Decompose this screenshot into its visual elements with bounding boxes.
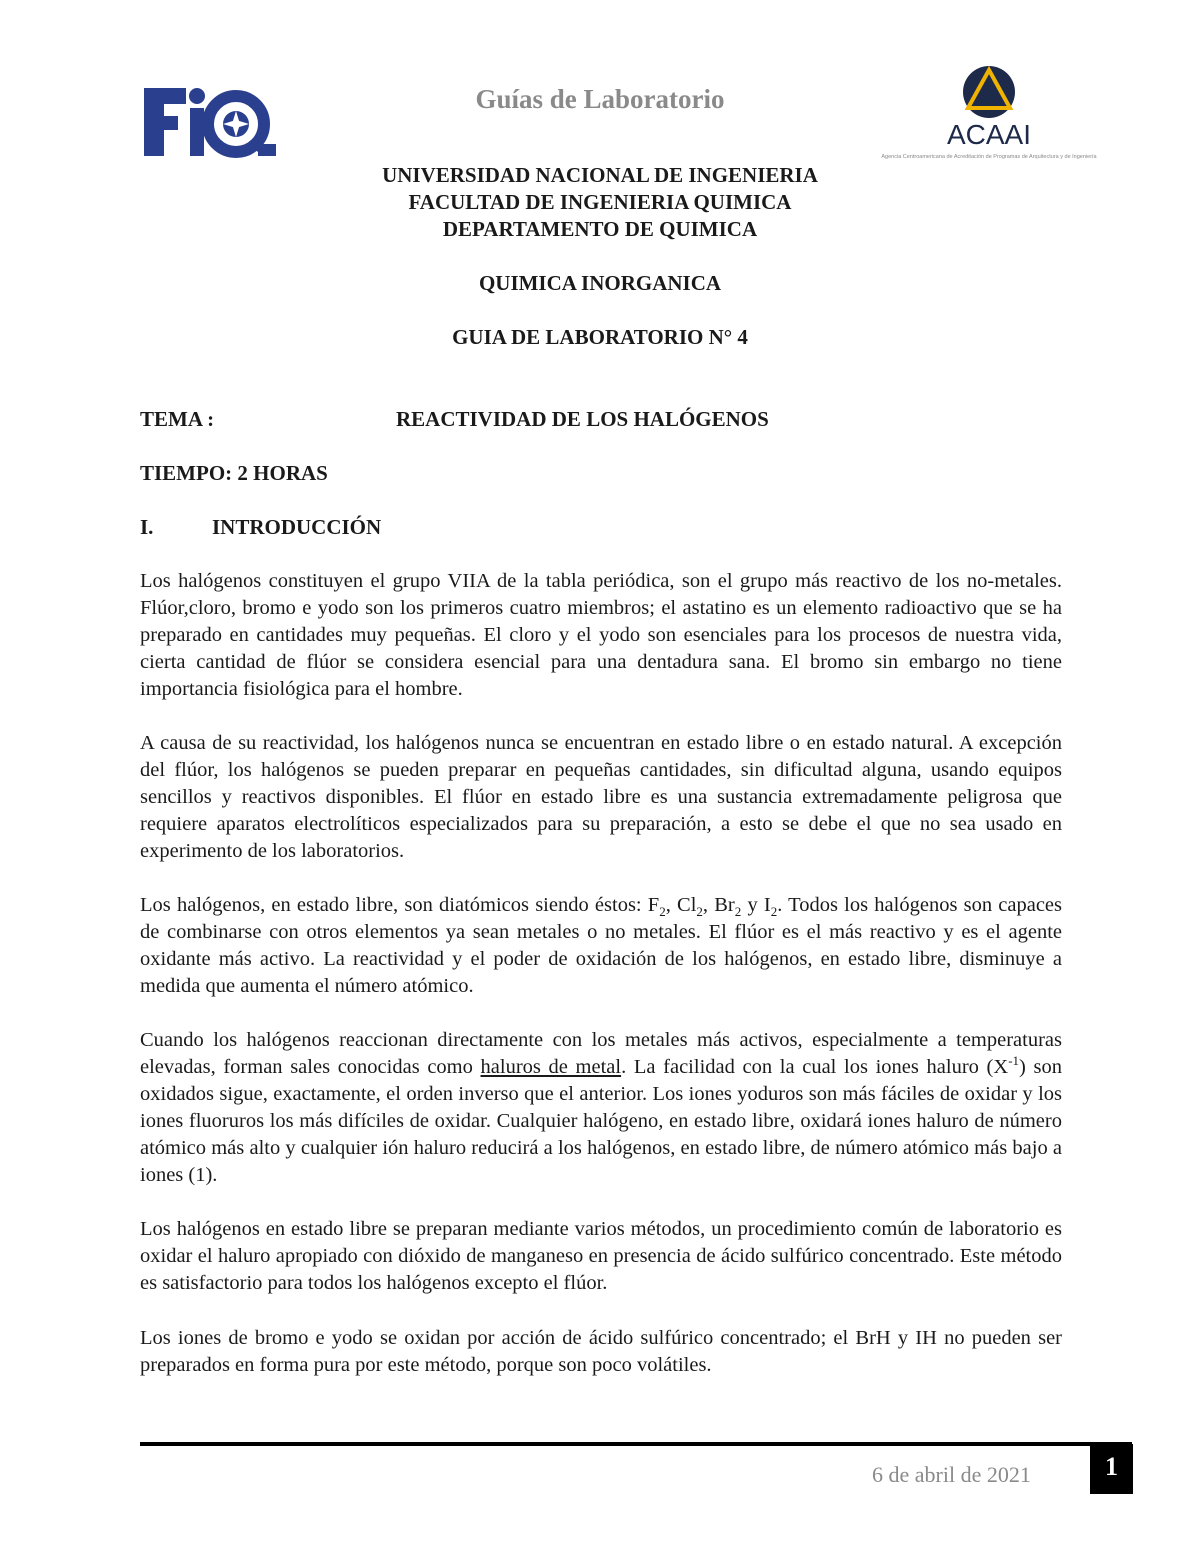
paragraph-6: Los iones de bromo e yodo se oxidan por acción de ácido sulfúrico concentrado; el BrH y IH no pueden ser preparados en forma pura por este método, porque son poco volátiles.	[140, 1327, 1062, 1376]
header-title: Guías de Laboratorio	[475, 84, 725, 114]
faculty-name: FACULTAD DE INGENIERIA QUIMICA	[408, 190, 792, 214]
topic-value: REACTIVIDAD DE LOS HALÓGENOS	[396, 407, 769, 431]
page-number: 1	[1090, 1444, 1133, 1494]
paragraph-3: Los halógenos, en estado libre, son diatómicos siendo éstos: $F_2$, $Cl_2$, $Br_2$ y $I_2$. Todos los halógenos son capaces de combinarse con otros elementos ya sean metales o no metales. El flúor es el más reactivo y es el agente oxidante más activo. La reactividad y el poder de oxidación de los halógenos, en estado libre, disminuye a medida que aumenta el número atómico.	[140, 894, 1063, 997]
footer-divider	[140, 1442, 1132, 1446]
university-name: UNIVERSIDAD NACIONAL DE INGENIERIA	[382, 163, 818, 187]
topic-label: TEMA :	[140, 407, 215, 431]
paragraph-5: Los halógenos en estado libre se preparan mediante varios métodos, un procedimiento común de laboratorio es oxidar el haluro apropiado con dióxido de manganeso en presencia de ácido sulfúrico concentrado. Este método es satisfactorio para todos los halógenos excepto el flúor.	[140, 1218, 1062, 1294]
acaai-logo-tagline: Agencia Centroamericana de Acreditación de Programas de Arquitectura y de Ingeniería	[881, 154, 1097, 160]
course-title: QUIMICA INORGANICA	[478, 271, 722, 295]
section-title: INTRODUCCIÓN	[212, 515, 382, 539]
acaai-logo-text: ACAAI	[946, 119, 1032, 150]
paragraph-1: Los halógenos constituyen el grupo VIIA de la tabla periódica, son el grupo más reactivo de los no-metales. Flúor,cloro, bromo e yodo son los primeros cuatro miembros; el astatino es un elemento radioactivo que se ha preparado en cantidades muy pequeñas. El cloro y el yodo son esenciales para los procesos de nuestra vida, cierta cantidad de flúor se considera esencial para una dentadura sana. El bromo sin embargo no tiene importancia fisiológica para el hombre.	[140, 570, 1062, 700]
time-label: TIEMPO: 2 HORAS	[140, 461, 328, 485]
institution-block	[0, 162, 1200, 243]
paragraph-4: Cuando los halógenos reaccionan directamente con los metales más activos, especialmente a temperaturas elevadas, forman sales conocidas como haluros de metal. La facilidad con la cual los iones haluro $(X^{-1})$ son oxidados sigue, exactamente, el orden inverso que el anterior. Los iones yoduros son más fáciles de oxidar y los iones fluoruros los más difíciles de oxidar. Cualquier halógeno, en estado libre, oxidará iones haluro de número atómico más alto y cualquier ión haluro reducirá a los halógenos, en estado libre, de número atómico más bajo a iones (1).	[140, 1029, 1062, 1186]
paragraph-2: A causa de su reactividad, los halógenos nunca se encuentran en estado libre o en estado natural. A excepción del flúor, los halógenos se pueden preparar en pequeñas cantidades, sin dificultad alguna, usando equipos sencillos y reactivos disponibles. El flúor en estado libre es una sustancia extremadamente peligrosa que requiere aparatos electrolíticos especializados para su preparación, a esto se debe el que no sea usado en experimento de los laboratorios.	[140, 732, 1062, 862]
department-name: DEPARTAMENTO DE QUIMICA	[442, 217, 758, 241]
footer-date: 6 de abril de 2021	[872, 1462, 1031, 1487]
haluros-link: haluros de metal	[480, 1056, 622, 1078]
guide-title: GUIA DE LABORATORIO N° 4	[452, 325, 748, 349]
section-number: I.	[140, 515, 154, 539]
fiq-logo	[140, 82, 280, 160]
acaai-logo	[881, 62, 1097, 174]
